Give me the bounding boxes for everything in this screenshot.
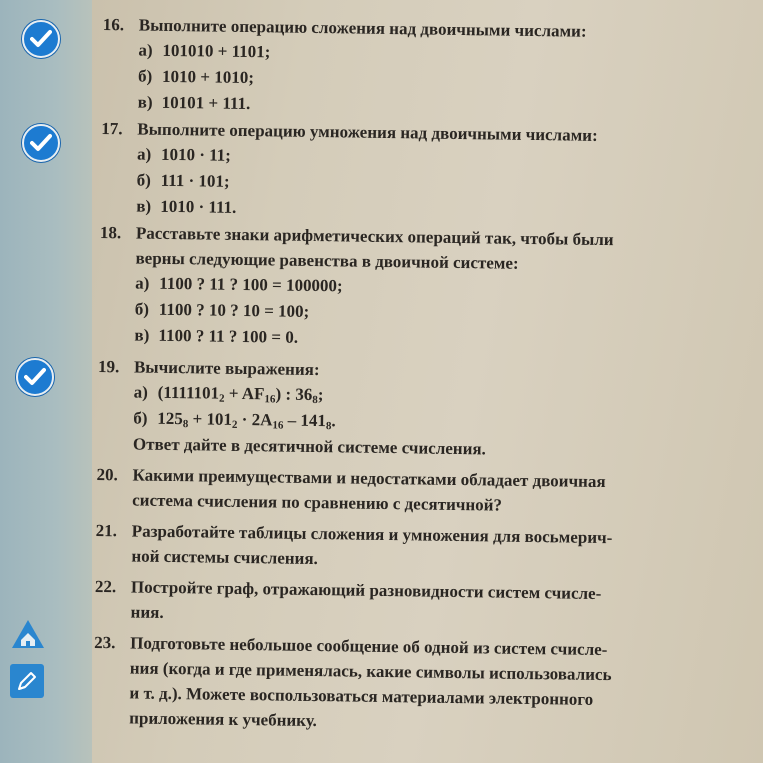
task-number: 21. <box>95 520 118 541</box>
task-19 <box>97 354 738 465</box>
list-item: б) $125_8 + 101_2 \cdot 2A_{16} - 141_8$. <box>133 408 336 433</box>
list-item: б) 111 · 101; <box>136 170 230 191</box>
task-note: Ответ дайте в десятичной системе счисления. <box>132 434 487 459</box>
task-text-cont: ния (когда и где применялась, какие символы использовались <box>129 658 612 685</box>
task-text-cont: и т. д.). Можете воспользоваться материалами электронного <box>129 683 594 709</box>
task-text-cont: ния. <box>130 602 164 622</box>
list-item: в) 10101 + 111. <box>137 92 251 114</box>
pencil-icon <box>10 664 44 698</box>
list-item: б) 1010 + 1010; <box>137 66 255 88</box>
list-item: а) 101010 + 1101; <box>138 40 271 62</box>
task-text: Расставьте знаки арифметических операций так, чтобы были <box>135 223 614 250</box>
task-21 <box>95 518 736 577</box>
check-icon-task-17 <box>22 124 60 162</box>
task-number: 19. <box>97 356 120 377</box>
task-number: 17. <box>101 118 123 139</box>
task-number: 16. <box>102 14 125 35</box>
task-text-cont: приложения к учебнику. <box>129 708 317 731</box>
task-16 <box>102 12 743 124</box>
task-23 <box>93 630 734 739</box>
task-22 <box>94 574 735 633</box>
list-item: б) 1100 ? 10 ? 10 = 100; <box>134 299 310 321</box>
list-item: в) 1100 ? 11 ? 100 = 0. <box>134 325 299 347</box>
list-item: в) 1010 · 111. <box>136 196 237 217</box>
task-text: Разработайте таблицы сложения и умножения для восьмерич- <box>131 521 613 548</box>
task-text-cont: система счисления по сравнению с десятичной? <box>132 490 503 515</box>
task-number: 18. <box>99 222 122 243</box>
task-text: Вычислите выражения: <box>133 357 320 380</box>
list-item: а) 1100 ? 11 ? 100 = 100000; <box>135 273 343 296</box>
task-number: 20. <box>96 464 118 485</box>
home-icon <box>10 618 46 655</box>
task-text-cont: ной системы счисления. <box>131 546 319 569</box>
check-icon-task-19 <box>16 358 54 396</box>
task-17 <box>100 116 741 228</box>
list-item: а) $(1111101_2 + AF_{16})$ : $36_8$; <box>133 382 324 407</box>
exercise-list <box>93 12 743 740</box>
task-number: 23. <box>94 632 116 653</box>
task-text-cont: верны следующие равенства в двоичной системе: <box>135 248 519 273</box>
task-number: 22. <box>94 576 117 597</box>
task-text: Выполните операцию сложения над двоичными числами: <box>138 15 587 41</box>
task-text: Подготовьте небольшое сообщение об одной из систем счисле- <box>130 633 608 660</box>
task-text: Постройте граф, отражающий разновидности систем счисле- <box>130 577 602 604</box>
list-item: а) 1010 · 11; <box>136 144 232 165</box>
task-20 <box>96 462 737 521</box>
task-18 <box>98 220 740 357</box>
task-text: Выполните операцию умножения над двоичными числами: <box>137 119 598 145</box>
check-icon-task-16 <box>22 20 60 58</box>
task-text: Какими преимуществами и недостатками обладает двоичная <box>132 465 606 492</box>
